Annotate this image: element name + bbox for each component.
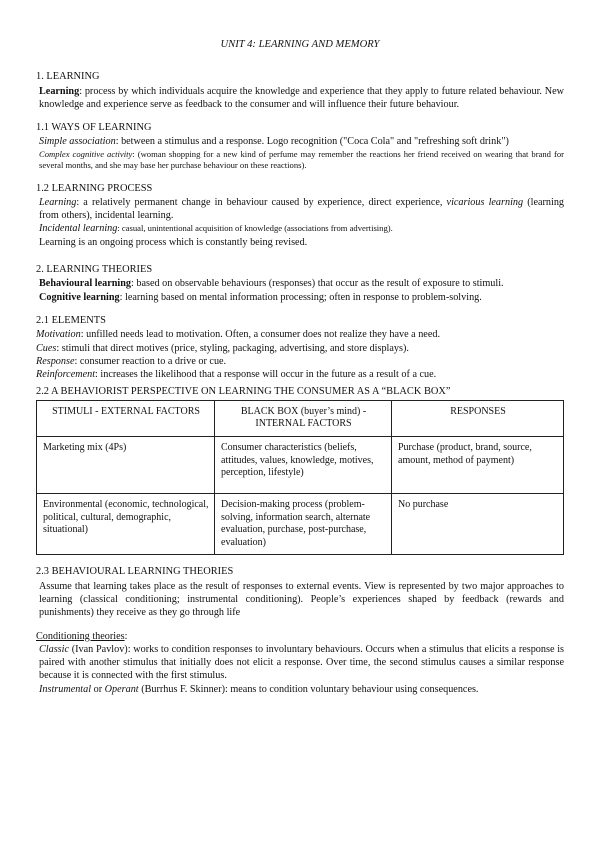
black-box-table [36,400,564,556]
section-heading-black-box: 2.2 A BEHAVIORIST PERSPECTIVE ON LEARNING THE CONSUMER AS A “BLACK BOX” [36,386,451,398]
motivation-line [36,328,564,341]
incidental-learning-term: Incidental learning [39,223,118,235]
response-text: : consumer reaction to a drive or cue. [74,355,227,367]
complex-cognitive-line [36,149,564,172]
table-cell: Marketing mix (4Ps) [37,436,215,493]
operant-term: Operant [104,683,139,695]
section-heading-ways-of-learning: 1.1 WAYS OF LEARNING [36,122,152,134]
complex-cognitive-text: : (woman shopping for a new kind of perfume may remember the reactions her friend received on wearing that brand for several months, and she may base her purchase behaviour on these reactions). [39,148,564,171]
learning-process-definition [36,196,564,223]
behavioural-theories-text: Assume that learning takes place as the result of responses to external events. View is represented by two major approaches to learning (classical conditioning; instrumental conditioning). People’s experiences shaped by feedback (rewards and punishments) they receive as they go through life [39,580,564,619]
table-cell: No purchase [392,493,564,554]
section-heading-learning: 1. LEARNING [36,71,100,83]
table-cell: Environmental (economic, technological, political, cultural, demographic, situational) [37,493,215,554]
instrumental-term: Instrumental [39,683,92,695]
response-line [36,355,564,368]
cognitive-learning-line [36,291,564,304]
table-cell: Consumer characteristics (beliefs, attitudes, values, knowledge, motives, perception, lifestyle) [215,436,392,493]
ongoing-process-line: Learning is an ongoing process which is constantly being revised. [39,236,308,248]
behavioural-learning-term: Behavioural learning [39,278,131,290]
vicarious-learning-term: vicarious learning [446,196,524,208]
response-term: Response [36,355,75,367]
motivation-text: : unfilled needs lead to motivation. Often, a consumer does not realize they have a need. [80,329,440,341]
table-header-black-box: BLACK BOX (buyer’s mind) - INTERNAL FACTORS [215,400,392,436]
classic-text: (Ivan Pavlov): works to condition responses to involuntary behaviours. Occurs when a stimulus that elicits a response is paired with another stimulus that initially does not elicit a response. Over time, the second stimulus causes a similar response because it is connected with the first stimulus. [39,643,564,682]
table-header-responses: RESPONSES [392,400,564,436]
simple-association-term: Simple association [39,136,116,148]
learning-definition [36,85,564,112]
reinforcement-term: Reinforcement [36,369,96,381]
incidental-learning-line [36,222,564,235]
learning-process-text-2: (learning from others), incidental learning. [39,196,565,222]
classic-conditioning-line [36,643,564,683]
incidental-learning-text: : casual, unintentional acquisition of knowledge (associations from advertising). [117,223,393,234]
simple-association-text: : between a stimulus and a response. Logo recognition ("Coca Cola" and "refreshing soft drink") [115,136,509,148]
learning-text: : process by which individuals acquire the knowledge and experience that they apply to future related behaviour. New knowledge and experience serve as feedback to the consumer and will influence their future behaviour. [39,85,564,110]
section-heading-behavioural-learning-theories: 2.3 BEHAVIOURAL LEARNING THEORIES [36,566,234,578]
learning-process-term: Learning [39,196,77,208]
behavioural-learning-line [36,277,564,290]
simple-association-line [36,135,564,148]
conditioning-colon: : [124,630,128,642]
conditioning-theories-heading: Conditioning theories [36,630,125,642]
cues-line [36,342,564,355]
page-title: UNIT 4: LEARNING AND MEMORY [220,39,380,50]
complex-cognitive-term: Complex cognitive activity [39,148,133,159]
cognitive-learning-term: Cognitive learning [39,291,120,303]
table-header-row [37,400,564,436]
section-heading-learning-theories: 2. LEARNING THEORIES [36,264,153,276]
behavioural-learning-text: : based on observable behaviours (responses) that occur as the result of exposure to stimuli. [130,278,504,290]
instrumental-conditioning-line [36,683,564,696]
cognitive-learning-text: : learning based on mental information processing; often in response to problem-solving. [119,291,482,303]
learning-term: Learning [39,85,80,97]
reinforcement-line [36,368,564,381]
learning-process-text: : a relatively permanent change in behaviour caused by experience, direct experience, [76,196,443,208]
instrumental-text: (Burrhus F. Skinner): means to condition voluntary behaviour using consequences. [141,683,479,695]
table-cell: Purchase (product, brand, source, amount, method of payment) [392,436,564,493]
conditioning-theories-line [36,630,564,643]
section-heading-learning-process: 1.2 LEARNING PROCESS [36,182,153,194]
motivation-term: Motivation [36,329,81,341]
table-cell: Decision-making process (problem-solving, information search, alternate evaluation, purchase, post-purchase, evaluation) [215,493,392,554]
table-row [37,493,564,554]
section-heading-elements: 2.1 ELEMENTS [36,314,106,326]
table-row [37,436,564,493]
cues-text: : stimuli that direct motives (price, styling, packaging, advertising, and store displays). [56,342,409,354]
cues-term: Cues [36,342,57,354]
instrumental-or: or [93,683,103,695]
table-header-stimuli: STIMULI - EXTERNAL FACTORS [37,400,215,436]
reinforcement-text: : increases the likelihood that a response will occur in the future as a result of a cue. [95,369,437,381]
classic-term: Classic [39,643,70,655]
